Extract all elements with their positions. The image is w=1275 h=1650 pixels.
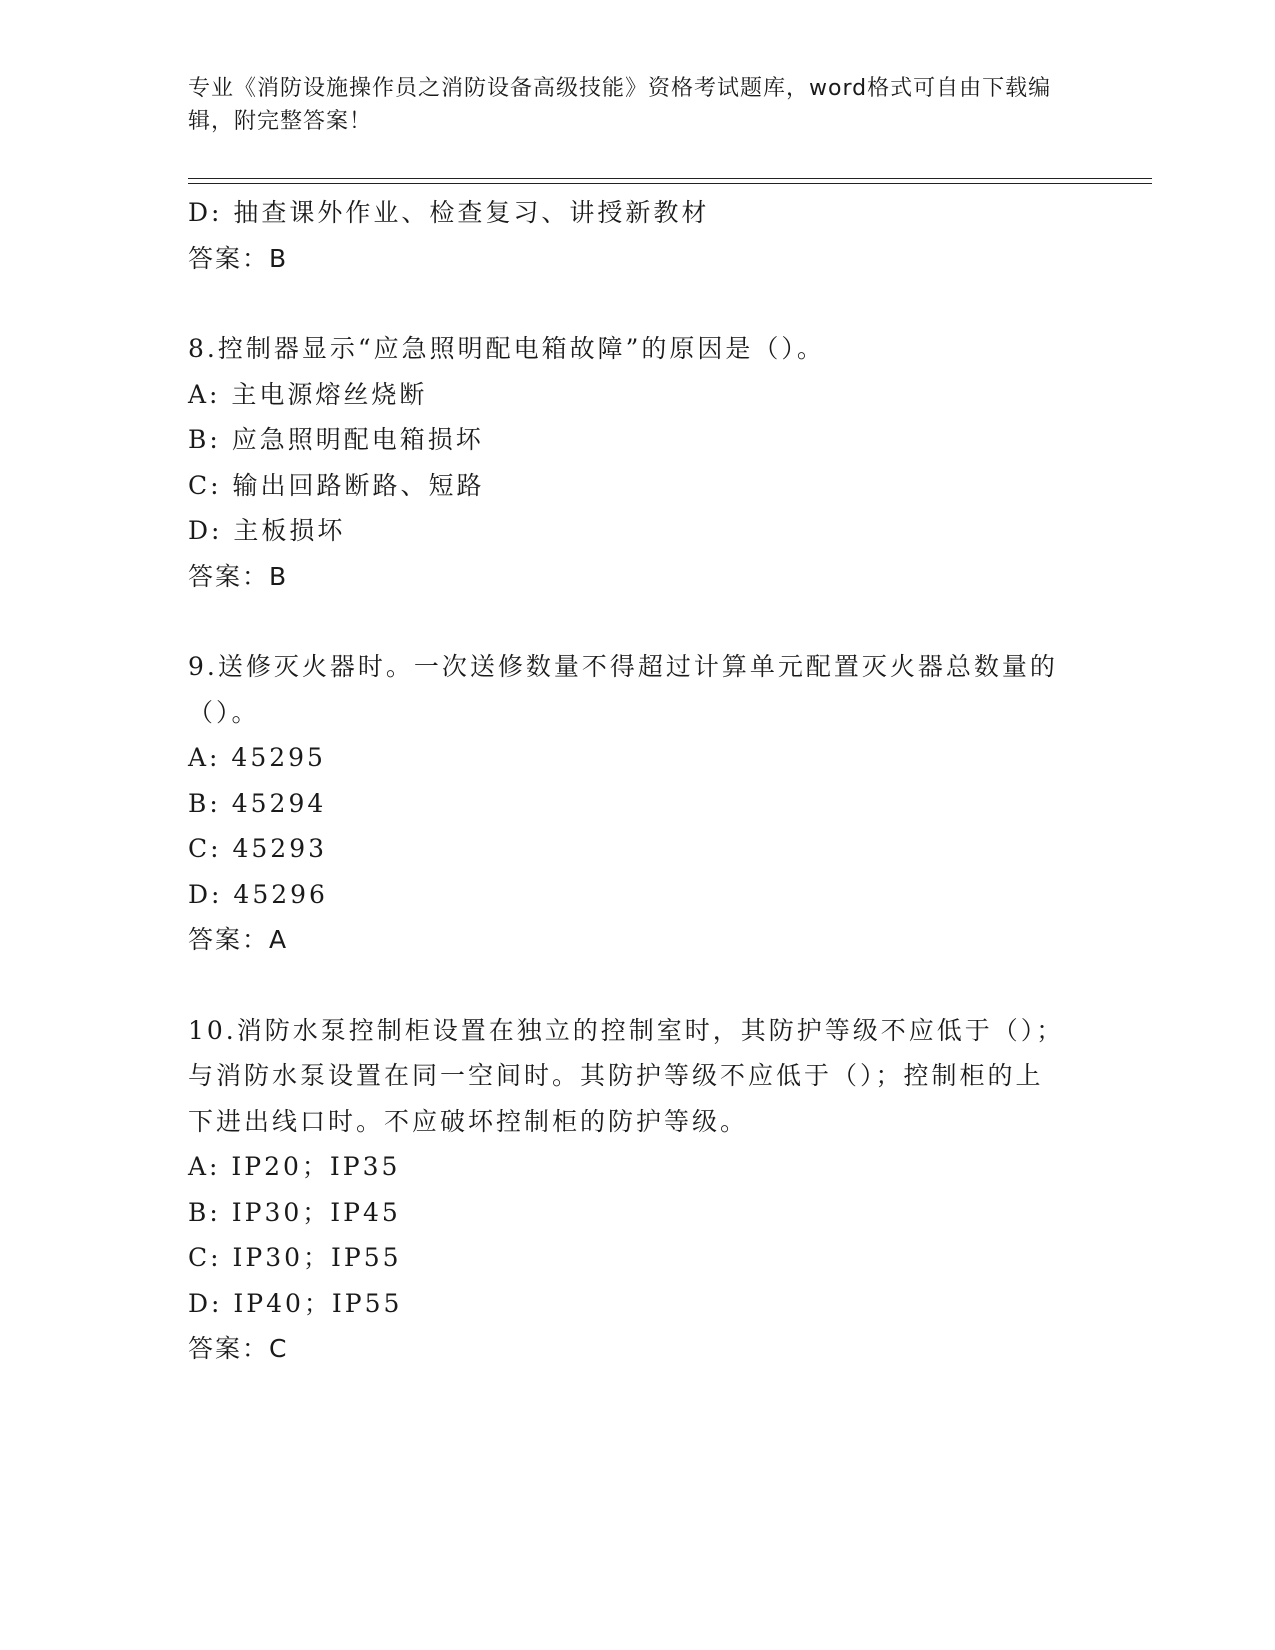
question-9 xyxy=(188,644,1068,963)
document-header: 专业《消防设施操作员之消防设备高级技能》资格考试题库，word格式可自由下载编辑，附完整答案！ xyxy=(188,76,1052,134)
option-a: A: 主电源熔丝烧断 xyxy=(188,379,428,409)
option-a: A: 45295 xyxy=(188,743,326,772)
header-rule-bottom xyxy=(188,183,1152,184)
option-c: C: IP30；IP55 xyxy=(188,1243,402,1272)
option-c: C: 输出回路断路、短路 xyxy=(188,470,485,500)
option-d: D: 主板损坏 xyxy=(188,516,346,545)
option-b: B: 45294 xyxy=(188,788,327,818)
answer: 答案：A xyxy=(188,925,289,954)
previous-question-tail xyxy=(188,190,1068,281)
option-d: D: 抽查课外作业、检查复习、讲授新教材 xyxy=(188,198,710,227)
question-text: 8.控制器显示“应急照明配电箱故障”的原因是（）。 xyxy=(188,334,825,363)
answer: 答案：C xyxy=(188,1334,289,1363)
option-a: A: IP20；IP35 xyxy=(188,1152,401,1181)
option-d: D: IP40；IP55 xyxy=(188,1288,403,1318)
option-b: B: IP30；IP45 xyxy=(188,1197,401,1227)
question-content xyxy=(188,190,1068,1372)
question-10 xyxy=(188,1008,1068,1372)
option-d: D: 45296 xyxy=(188,879,328,909)
question-text: 9.送修灭火器时。一次送修数量不得超过计算单元配置灭火器总数量的（）。 xyxy=(188,652,1058,727)
question-text: 10.消防水泵控制柜设置在独立的控制室时，其防护等级不应低于（）；与消防水泵设置在同一空间时。其防护等级不应低于（）；控制柜的上下进出线口时。不应破坏控制柜的防护等级。 xyxy=(188,1015,1065,1136)
header-rule-top xyxy=(188,178,1152,179)
answer: 答案：B xyxy=(188,243,289,273)
question-8 xyxy=(188,326,1068,599)
option-b: B: 应急照明配电箱损坏 xyxy=(188,425,484,454)
answer: 答案：B xyxy=(188,561,289,591)
option-c: C: 45293 xyxy=(188,834,328,863)
